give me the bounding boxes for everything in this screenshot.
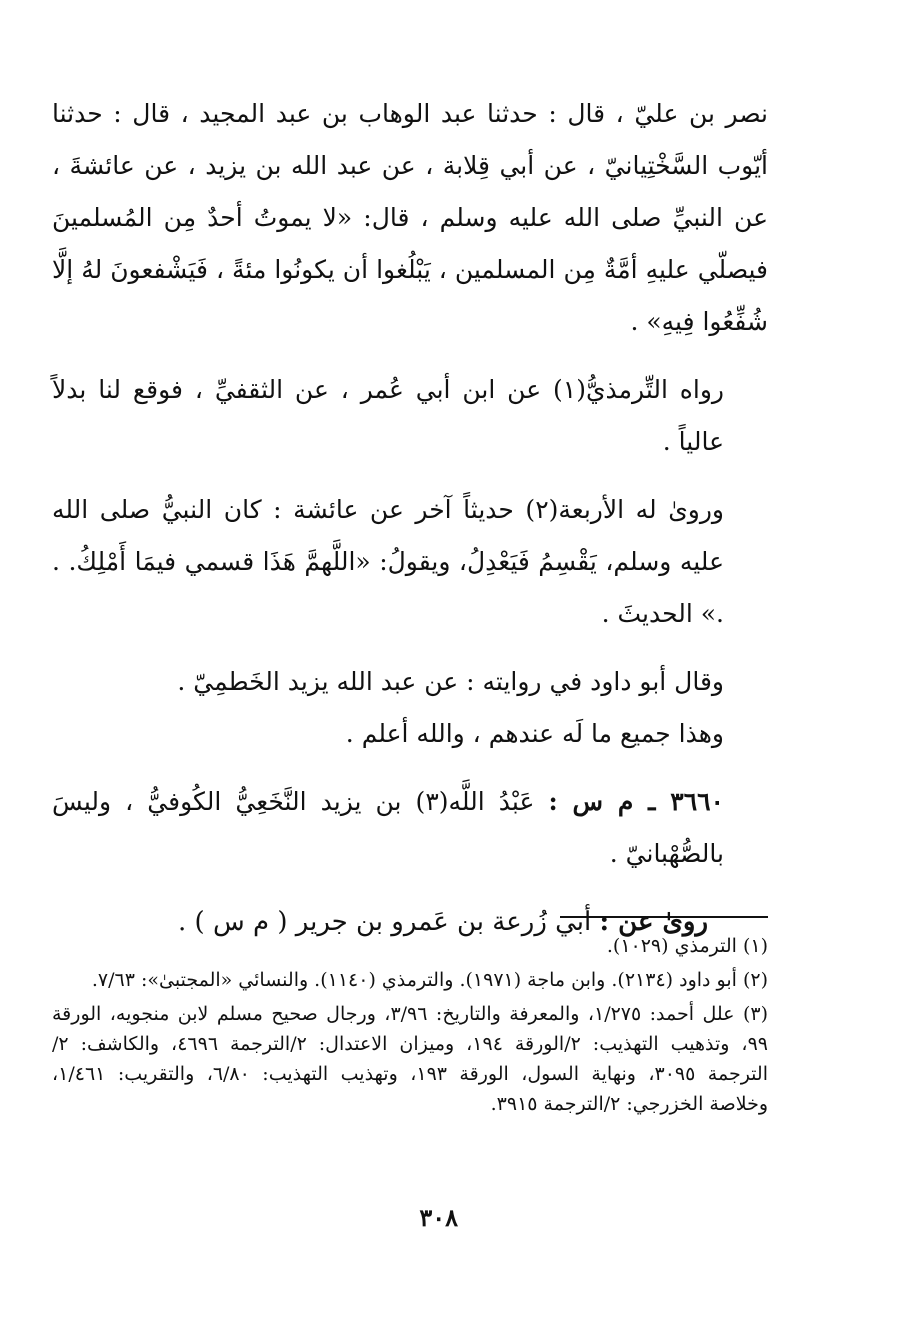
paragraph-tirmidhi: رواه التِّرمذيُّ(١) عن ابن أبي عُمر ، عن الثقفيِّ ، فوقع لنا بدلاً عالياً . bbox=[52, 375, 724, 456]
paragraph-abu-dawud: وقال أبو داود في روايته : عن عبد الله يزيد الخَطمِيّ . bbox=[177, 667, 724, 696]
biography-entry bbox=[52, 776, 768, 880]
footnotes bbox=[52, 931, 768, 1123]
entry-name: عَبْدُ اللَّه(٣) بن يزيد النَّخَعِيُّ الكُوفيُّ ، وليسَ بالصُّهْبانيّ . bbox=[52, 787, 724, 868]
entry-number: ٣٦٦٠ ـ م س : bbox=[548, 787, 724, 816]
footnote-2: (٢) أبو داود (٢١٣٤). وابن ماجة (١٩٧١). والترمذي (١١٤٠). والنسائي «المجتبىٰ»: ٧/٦٣. bbox=[91, 969, 768, 991]
riwaya-text: أبي زُرعة بن عَمرو بن جرير ( م س ) . bbox=[178, 907, 592, 937]
footnote-3: (٣) علل أحمد: ١/٢٧٥، والمعرفة والتاريخ: ٣/٩٦، ورجال صحيح مسلم لابن منجويه، الورقة ٩٩، وتذهيب التهذيب: ٢/الورقة ١٩٤، وميزان الاعتدال: ٢/الترجمة ٤٦٩٦، والكاشف: ٢/الترجمة ٣٠٩٥، ونهاية السول، الورقة ١٩٣، وتهذيب التهذيب: ٦/٨٠، والتقريب: ١/٤٦١، وخلاصة الخزرجي: ٢/الترجمة ٣٩١٥. bbox=[52, 1003, 768, 1115]
riwaya-label: روىٰ عن : bbox=[599, 907, 708, 937]
footnote-divider bbox=[560, 916, 768, 918]
footnote-1: (١) الترمذي (١٠٢٩). bbox=[606, 935, 768, 957]
paragraph-closing: وهذا جميع ما لَه عندهم ، والله أعلم . bbox=[345, 719, 724, 748]
main-text bbox=[52, 88, 768, 948]
book-page bbox=[52, 88, 768, 1344]
paragraph-isnad: نصر بن عليّ ، قال : حدثنا عبد الوهاب بن عبد المجيد ، قال : حدثنا أيّوب السَّخْتِيانيّ ، عن أبي قِلابة ، عن عبد الله بن يزيد ، عن عائشةَ ، عن النبيِّ صلى الله عليه وسلم ، قال: «لا يموتُ أحدٌ مِن المُسلمينَ فيصلّي عليهِ أمَّةٌ مِن المسلمين ، يَبْلُغوا أن يكونُوا مئةً ، فَيَشْفعونَ لهُ إلَّا شُفِّعُوا فِيهِ» . bbox=[52, 99, 768, 336]
paragraph-arbaa: وروىٰ له الأربعة(٢) حديثاً آخر عن عائشة : كان النبيُّ صلى الله عليه وسلم، يَقْسِمُ فَيَعْدِلُ، ويقولُ: «اللَّهمَّ هَذَا قسمي فيمَا أَمْلِكُ. . .» الحديثَ . bbox=[52, 495, 724, 628]
page-number: ٣٠٨ bbox=[419, 1203, 458, 1232]
